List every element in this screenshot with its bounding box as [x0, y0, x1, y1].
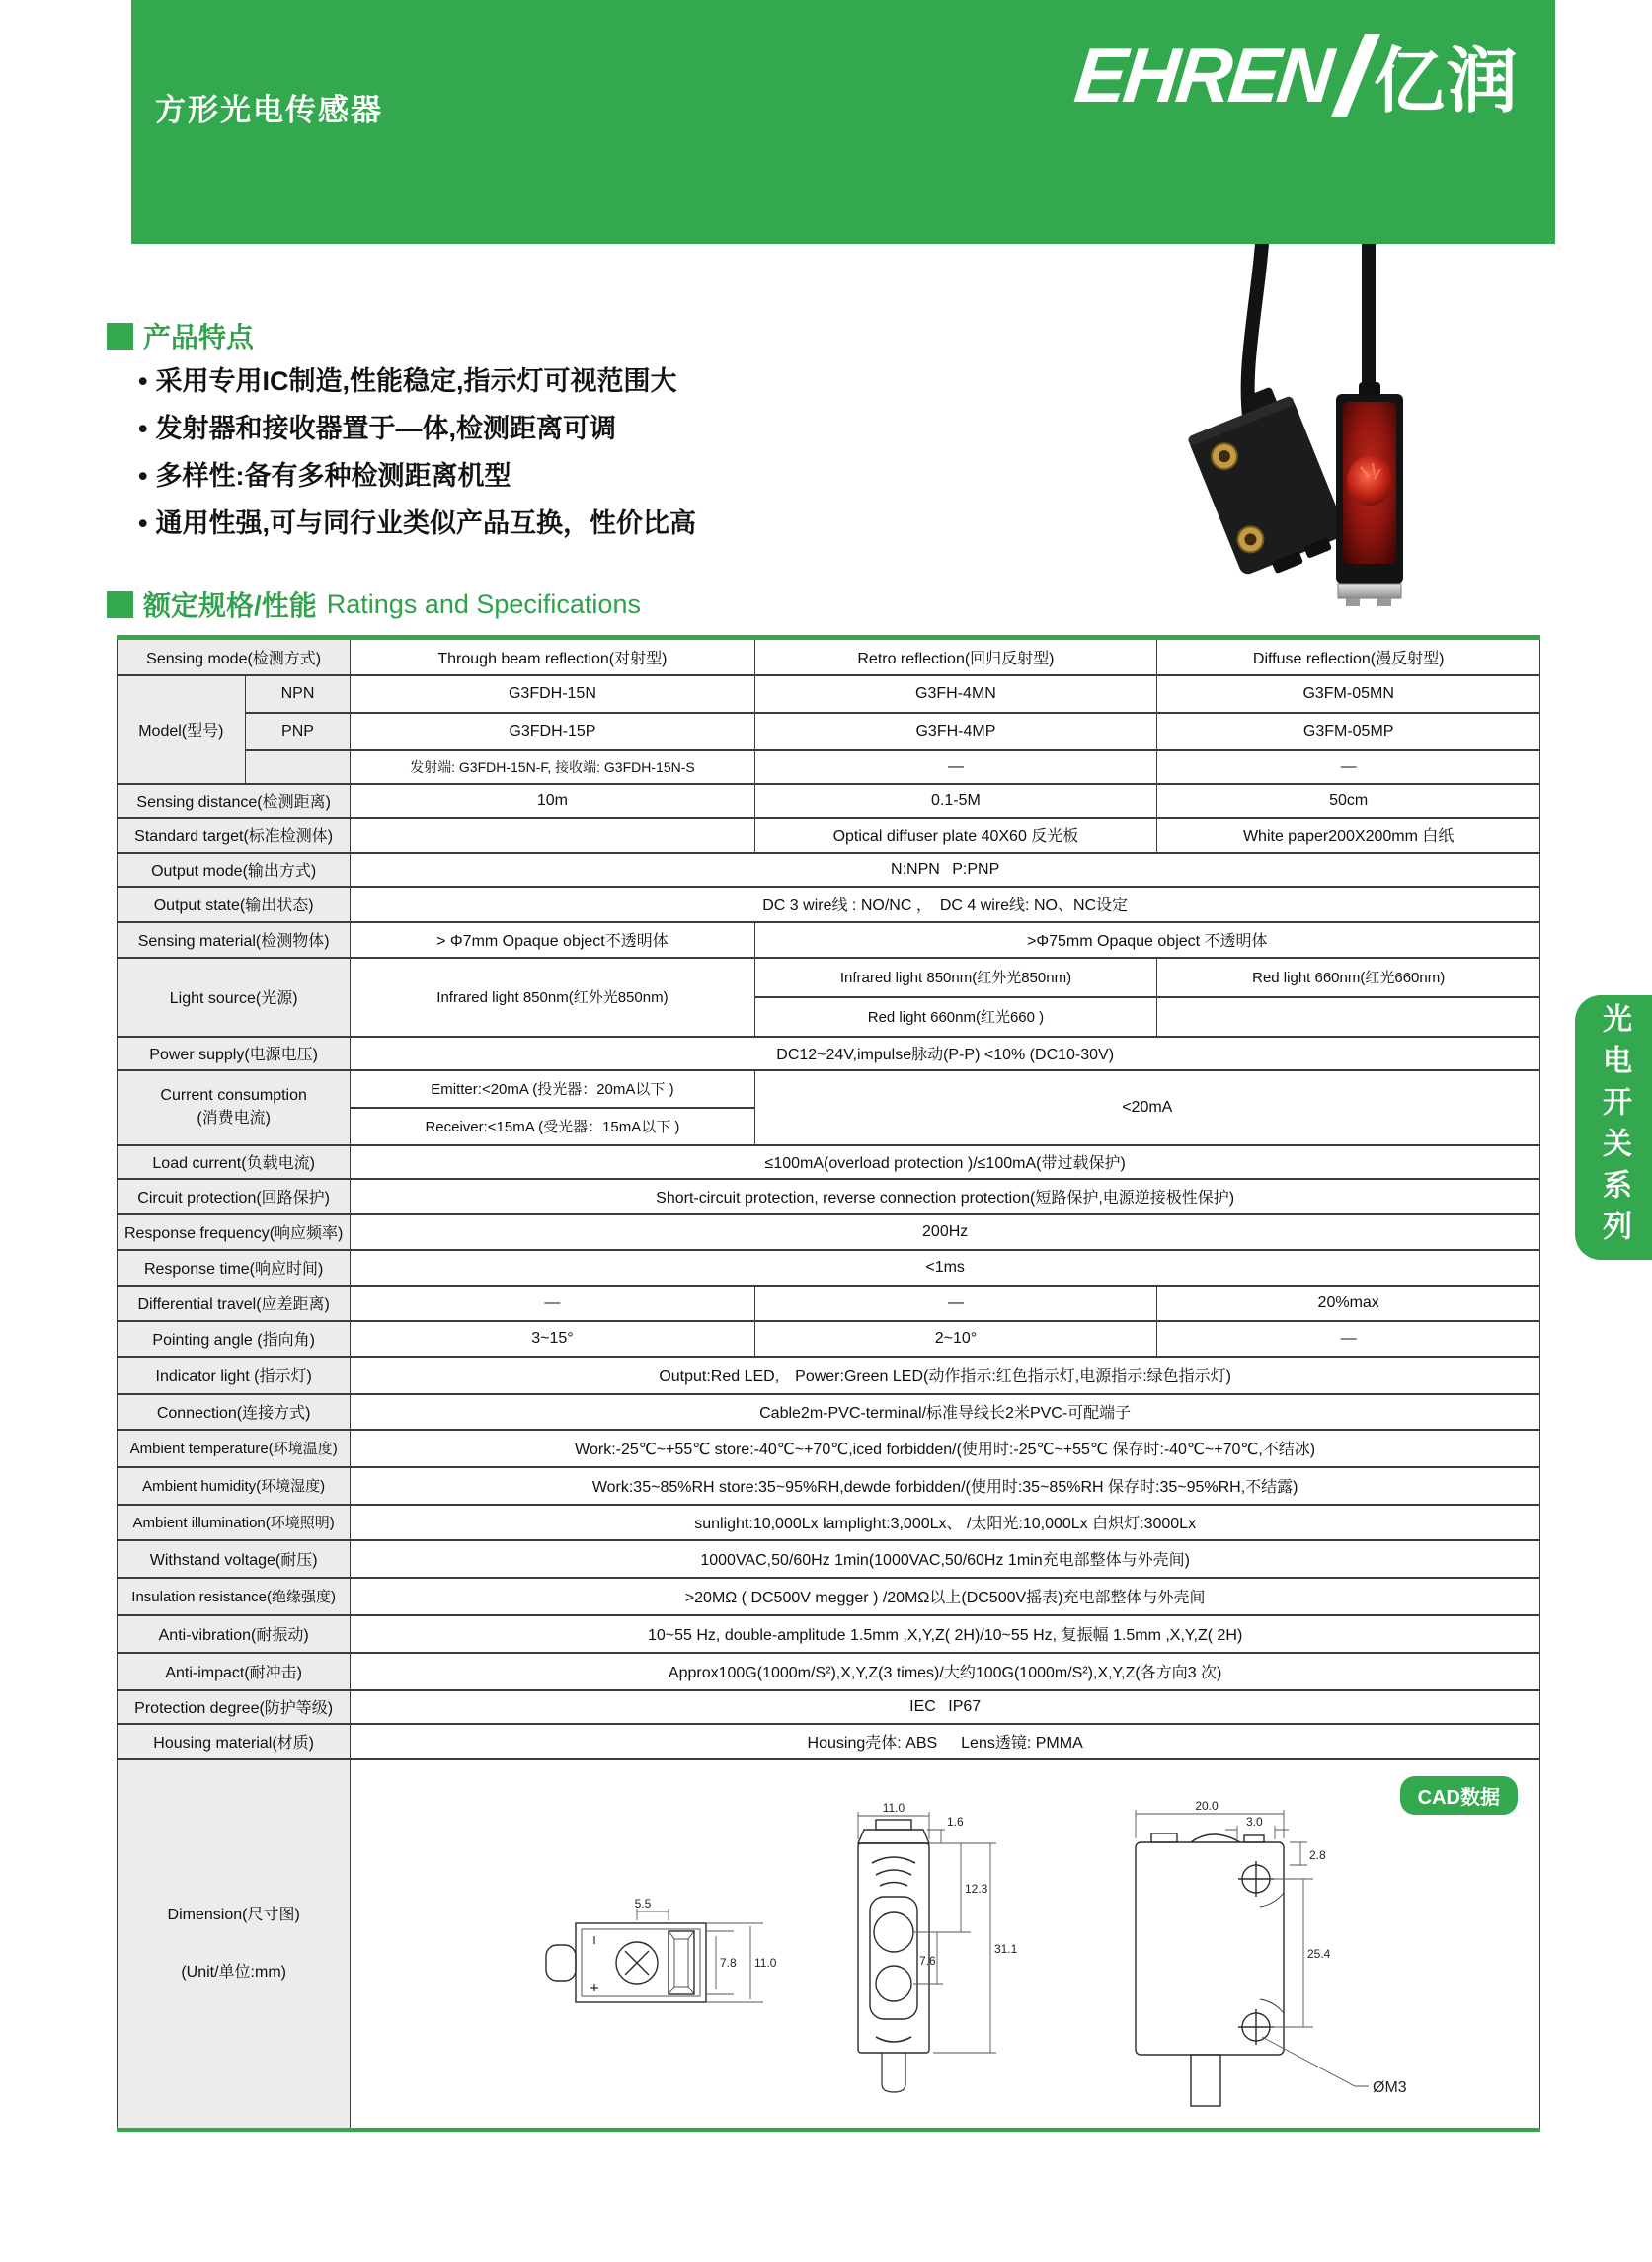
table-row: [118, 887, 1540, 922]
table-row: [118, 1690, 1540, 1724]
spec-value: Emitter:<20mA (投光器：20mA以下 ): [351, 1070, 754, 1108]
spec-label: Indicator light (指示灯): [118, 1357, 351, 1394]
table-row: [118, 1540, 1540, 1578]
svg-text:11.0: 11.0: [754, 1955, 777, 1970]
spec-label: Model(型号): [118, 675, 246, 784]
spec-value: 2~10°: [754, 1321, 1157, 1357]
spec-value: —: [1157, 1321, 1540, 1357]
spec-col-header: Through beam reflection(对射型): [351, 638, 754, 675]
spec-value: 发射端: G3FDH-15N-F, 接收端: G3FDH-15N-S: [351, 750, 754, 784]
product-photo: [1136, 244, 1461, 639]
spec-value: —: [754, 1286, 1157, 1321]
svg-text:ØM3: ØM3: [1373, 2078, 1407, 2096]
sensor-body-right: [1336, 382, 1403, 606]
table-row: [118, 1145, 1540, 1179]
svg-text:7.8: 7.8: [720, 1955, 737, 1970]
spec-label-line: Current consumption: [160, 1087, 307, 1104]
spec-label: Response frequency(响应频率): [118, 1214, 351, 1250]
spec-label: Light source(光源): [118, 958, 351, 1037]
table-row: [118, 713, 1540, 750]
spec-value: G3FM-05MN: [1157, 675, 1540, 713]
specifications-table: [117, 635, 1540, 2132]
table-row: [118, 1037, 1540, 1070]
spec-value: [351, 818, 754, 853]
spec-label: Ambient temperature(环境温度): [118, 1430, 351, 1467]
spec-sublabel: PNP: [245, 713, 351, 750]
spec-value: —: [754, 750, 1157, 784]
svg-text:25.4: 25.4: [1307, 1946, 1331, 1961]
section-marker-icon: [107, 323, 133, 350]
table-row-dimension: [118, 1759, 1540, 2130]
spec-value: IEC IP67: [351, 1690, 1540, 1724]
feature-item: • 发射器和接收器置于—体,检测距离可调: [138, 405, 696, 452]
cad-data-badge[interactable]: CAD数据: [1400, 1776, 1518, 1815]
svg-text:20.0: 20.0: [1195, 1798, 1219, 1813]
table-row: [118, 1250, 1540, 1286]
dimension-label-line: (Unit/单位:mm): [181, 1963, 286, 1981]
spec-label: Standard target(标准检测体): [118, 818, 351, 853]
dimension-drawings: [351, 1760, 1539, 2128]
spec-value: N:NPN P:PNP: [351, 853, 1540, 887]
spec-value: Infrared light 850nm(红外光850nm): [754, 958, 1157, 997]
spec-label: [118, 1759, 351, 2130]
page-title: 方形光电传感器: [155, 93, 383, 127]
spec-label: Anti-impact(耐冲击): [118, 1653, 351, 1690]
feature-item: • 通用性强,可与同行业类似产品互换，性价比高: [138, 500, 696, 547]
spec-label: Differential travel(应差距离): [118, 1286, 351, 1321]
spec-sublabel: NPN: [245, 675, 351, 713]
spec-value: Red light 660nm(红光660 ): [754, 997, 1157, 1037]
spec-col-header: Diffuse reflection(漫反射型): [1157, 638, 1540, 675]
spec-label: Anti-vibration(耐振动): [118, 1615, 351, 1653]
dimension-cell: [351, 1759, 1540, 2130]
dimension-drawing-top-view: [538, 1899, 785, 2027]
table-row: [118, 638, 1540, 675]
svg-text:5.5: 5.5: [634, 1898, 652, 1911]
spec-value: DC 3 wire线 : NO/NC ， DC 4 wire线: NO、NC设定: [351, 887, 1540, 922]
specs-section-heading: [107, 585, 641, 624]
spec-value: Short-circuit protection, reverse connection protection(短路保护,电源逆接极性保护): [351, 1179, 1540, 1214]
spec-value: Approx100G(1000m/S²),X,Y,Z(3 times)/大约100G(1000m/S²),X,Y,Z(各方向3 次): [351, 1653, 1540, 1690]
table-row: [118, 1321, 1540, 1357]
spec-value: G3FH-4MP: [754, 713, 1157, 750]
spec-value: Housing壳体: ABS Lens透镜: PMMA: [351, 1724, 1540, 1759]
spec-value: 10~55 Hz, double-amplitude 1.5mm ,X,Y,Z( 2H)/10~55 Hz, 复振幅 1.5mm ,X,Y,Z( 2H): [351, 1615, 1540, 1653]
spec-value: 50cm: [1157, 784, 1540, 818]
sensor-body-left: [1181, 380, 1351, 585]
svg-text:3.0: 3.0: [1246, 1814, 1263, 1829]
spec-label: Ambient humidity(环境湿度): [118, 1467, 351, 1505]
spec-value: G3FM-05MP: [1157, 713, 1540, 750]
spec-label: Load current(负载电流): [118, 1145, 351, 1179]
table-row: [118, 958, 1540, 997]
spec-value: 3~15°: [351, 1321, 754, 1357]
table-row: [118, 922, 1540, 958]
spec-value: 10m: [351, 784, 754, 818]
spec-value: <1ms: [351, 1250, 1540, 1286]
table-row: [118, 1615, 1540, 1653]
dimension-drawing-side-view: [1096, 1798, 1452, 2109]
table-row: [118, 1467, 1540, 1505]
table-row: [118, 1653, 1540, 1690]
table-row: [118, 1430, 1540, 1467]
spec-value: >20MΩ ( DC500V megger ) /20MΩ以上(DC500V摇表)充电部整体与外壳间: [351, 1578, 1540, 1615]
svg-text:11.0: 11.0: [883, 1801, 905, 1815]
section-marker-icon: [107, 591, 133, 618]
spec-value: 20%max: [1157, 1286, 1540, 1321]
dimension-drawing-front-view: [825, 1802, 1062, 2103]
brand-logo-cn: 亿润: [1373, 42, 1520, 121]
table-row: [118, 750, 1540, 784]
series-side-tab-label: 光电开关系列: [1598, 1003, 1630, 1252]
spec-label: Sensing distance(检测距离): [118, 784, 351, 818]
spec-value: White paper200X200mm 白纸: [1157, 818, 1540, 853]
spec-value: 1000VAC,50/60Hz 1min(1000VAC,50/60Hz 1min充电部整体与外壳间): [351, 1540, 1540, 1578]
spec-label: Sensing mode(检测方式): [118, 638, 351, 675]
series-side-tab[interactable]: [1575, 995, 1652, 1260]
spec-value: ≤100mA(overload protection )/≤100mA(带过载保护): [351, 1145, 1540, 1179]
spec-label-line: (消费电流): [197, 1110, 271, 1127]
spec-label: Power supply(电源电压): [118, 1037, 351, 1070]
product-photo-illustration: [1136, 244, 1461, 639]
table-row: [118, 784, 1540, 818]
dimension-label-line: Dimension(尺寸图): [167, 1906, 300, 1923]
spec-label: Output state(输出状态): [118, 887, 351, 922]
spec-value: sunlight:10,000Lx lamplight:3,000Lx、 /太阳光:10,000Lx 白炽灯:3000Lx: [351, 1505, 1540, 1540]
table-row: [118, 1578, 1540, 1615]
spec-label: Sensing material(检测物体): [118, 922, 351, 958]
table-row: [118, 1724, 1540, 1759]
table-row: [118, 818, 1540, 853]
spec-value: Work:35~85%RH store:35~95%RH,dewde forbidden/(使用时:35~85%RH 保存时:35~95%RH,不结露): [351, 1467, 1540, 1505]
header-banner: [131, 0, 1555, 244]
spec-value: > Φ7mm Opaque object不透明体: [351, 922, 754, 958]
table-row: [118, 1505, 1540, 1540]
feature-item: • 采用专用IC制造,性能稳定,指示灯可视范围大: [138, 357, 696, 405]
table-row: [118, 1214, 1540, 1250]
spec-label: Withstand voltage(耐压): [118, 1540, 351, 1578]
table-row: [118, 1179, 1540, 1214]
table-row: [118, 1357, 1540, 1394]
features-section-heading: [107, 316, 254, 355]
spec-label: Circuit protection(回路保护): [118, 1179, 351, 1214]
spec-value: G3FDH-15P: [351, 713, 754, 750]
spec-label: [118, 1070, 351, 1145]
spec-value: G3FDH-15N: [351, 675, 754, 713]
table-row: [118, 675, 1540, 713]
spec-value: Cable2m-PVC-terminal/标准导线长2米PVC-可配端子: [351, 1394, 1540, 1430]
svg-text:31.1: 31.1: [994, 1941, 1018, 1956]
spec-value: DC12~24V,impulse脉动(P-P) <10% (DC10-30V): [351, 1037, 1540, 1070]
spec-label: Connection(连接方式): [118, 1394, 351, 1430]
feature-item: • 多样性:备有多种检测距离机型: [138, 452, 696, 500]
svg-text:7.6: 7.6: [919, 1953, 936, 1968]
brand-logo: [1070, 24, 1520, 126]
spec-value: 0.1-5M: [754, 784, 1157, 818]
spec-value: Work:-25℃~+55℃ store:-40℃~+70℃,iced forbidden/(使用时:-25℃~+55℃ 保存时:-40℃~+70℃,不结冰): [351, 1430, 1540, 1467]
table-row: [118, 1394, 1540, 1430]
spec-sublabel: [245, 750, 351, 784]
svg-text:1.6: 1.6: [947, 1814, 964, 1829]
spec-value: 200Hz: [351, 1214, 1540, 1250]
spec-value: [1157, 997, 1540, 1037]
features-heading: 产品特点: [143, 322, 255, 352]
table-row: [118, 1286, 1540, 1321]
brand-logo-latin: EHREN: [1070, 31, 1335, 118]
spec-value: —: [1157, 750, 1540, 784]
spec-value: <20mA: [754, 1070, 1539, 1145]
spec-col-header: Retro reflection(回归反射型): [754, 638, 1157, 675]
spec-label: Pointing angle (指向角): [118, 1321, 351, 1357]
spec-value: Red light 660nm(红光660nm): [1157, 958, 1540, 997]
spec-label: Insulation resistance(绝缘强度): [118, 1578, 351, 1615]
features-list: [138, 357, 696, 547]
spec-label: Ambient illumination(环境照明): [118, 1505, 351, 1540]
specs-heading-cn: 额定规格/性能: [143, 590, 317, 621]
table-row: [118, 853, 1540, 887]
spec-value: Optical diffuser plate 40X60 反光板: [754, 818, 1157, 853]
spec-value: >Φ75mm Opaque object 不透明体: [754, 922, 1539, 958]
spec-label: Protection degree(防护等级): [118, 1690, 351, 1724]
specs-heading-en: Ratings and Specifications: [326, 588, 641, 619]
spec-label: Output mode(输出方式): [118, 853, 351, 887]
spec-value: G3FH-4MN: [754, 675, 1157, 713]
spec-value: Receiver:<15mA (受光器：15mA以下 ): [351, 1108, 754, 1145]
svg-text:2.8: 2.8: [1309, 1847, 1326, 1862]
spec-value: Infrared light 850nm(红外光850nm): [351, 958, 754, 1037]
spec-value: —: [351, 1286, 754, 1321]
spec-label: Housing material(材质): [118, 1724, 351, 1759]
spec-label: Response time(响应时间): [118, 1250, 351, 1286]
spec-value: Output:Red LED, Power:Green LED(动作指示:红色指示灯,电源指示:绿色指示灯): [351, 1357, 1540, 1394]
svg-text:12.3: 12.3: [965, 1881, 988, 1896]
table-row: [118, 1070, 1540, 1108]
